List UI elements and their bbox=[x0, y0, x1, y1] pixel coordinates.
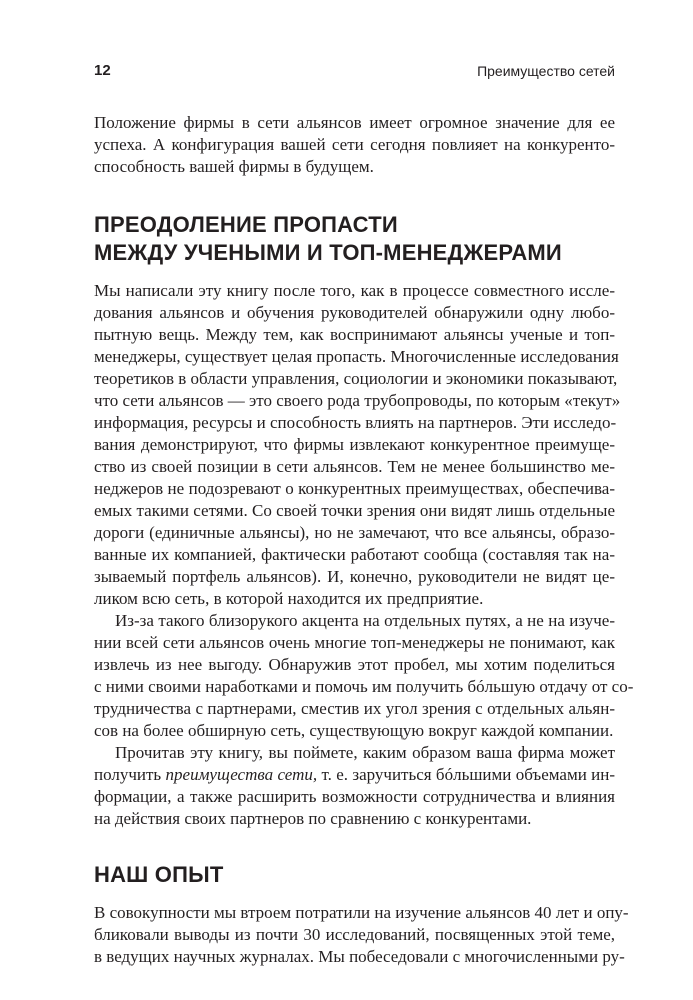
body-line: зываемый портфель альянсов). И, конечно, руководители не видят це- bbox=[94, 567, 615, 586]
section-heading: НАШ ОПЫТ bbox=[94, 862, 224, 887]
body-line: в ведущих научных журналах. Мы побеседовали с многочисленными ру- bbox=[94, 947, 625, 966]
body-line: бликовали выводы из почти 30 исследований, посвященных этой теме, bbox=[94, 925, 615, 944]
body-line: неджеров не подозревают о конкурентных преимуществах, обеспечива- bbox=[94, 479, 615, 498]
body-line: ство из своей позиции в сети альянсов. Тем не менее большинство ме- bbox=[94, 457, 615, 476]
body-line: ликом всю сеть, в которой находится их предприятие. bbox=[94, 589, 484, 608]
intro-line: способность вашей фирмы в будущем. bbox=[94, 157, 374, 176]
body-line: Мы написали эту книгу после того, как в процессе совместного иссле- bbox=[94, 281, 615, 300]
body-line: на действия своих партнеров по сравнению с конкурентами. bbox=[94, 809, 532, 828]
body-line: В совокупности мы втроем потратили на изучение альянсов 40 лет и опу- bbox=[94, 903, 629, 922]
section-heading-line: МЕЖДУ УЧЕНЫМИ И ТОП-МЕНЕДЖЕРАМИ bbox=[94, 240, 562, 265]
section-heading-line: ПРЕОДОЛЕНИЕ ПРОПАСТИ bbox=[94, 212, 398, 237]
body-line: что сети альянсов — это своего рода трубопроводы, по которым «текут» bbox=[94, 391, 621, 410]
body-line: трудничества с партнерами, сместив их угол зрения с отдельных альян- bbox=[94, 699, 615, 718]
body-line: информация, ресурсы и способность влиять на партнеров. Эти исследо- bbox=[94, 413, 617, 432]
text-run: получить bbox=[94, 765, 166, 784]
body-line: Из-за такого близорукого акцента на отдельных путях, а не на изуче- bbox=[115, 611, 615, 630]
body-line: ванные их компанией, фактически работают сообща (составляя так на- bbox=[94, 545, 615, 564]
body-line: вания демонстрируют, что фирмы извлекают конкурентное преимуще- bbox=[94, 435, 615, 454]
intro-line: успеха. А конфигурация вашей сети сегодня повлияет на конкуренто- bbox=[94, 135, 615, 154]
text-run: т. е. заручиться бóльшими объемами ин- bbox=[317, 765, 616, 784]
body-line bbox=[94, 764, 615, 786]
emphasis-text: преимущества сети, bbox=[165, 765, 318, 784]
body-line: дования альянсов и обучения руководителей обнаружили одну любо- bbox=[94, 303, 615, 322]
intro-line: Положение фирмы в сети альянсов имеет огромное значение для ее bbox=[94, 113, 615, 132]
body-line: извлечь из нее выгоду. Обнаружив этот пробел, мы хотим поделиться bbox=[94, 655, 615, 674]
running-title: Преимущество сетей bbox=[477, 63, 615, 79]
body-line: формации, а также расширить возможности сотрудничества и влияния bbox=[94, 787, 615, 806]
body-line: Прочитав эту книгу, вы поймете, каким образом ваша фирма может bbox=[115, 743, 615, 762]
page-number: 12 bbox=[94, 62, 111, 79]
body-line: теоретиков в области управления, социологии и экономики показывают, bbox=[94, 369, 618, 388]
body-line: с ними своими наработками и помочь им получить бóльшую отдачу от со- bbox=[94, 677, 634, 696]
body-line: сов на более обширную сеть, существующую вокруг каждой компании. bbox=[94, 721, 614, 740]
body-line: нии всей сети альянсов очень многие топ-менеджеры не понимают, как bbox=[94, 633, 615, 652]
body-line: дороги (единичные альянсы), но не замечают, что все альянсы, образо- bbox=[94, 523, 615, 542]
body-line: емых такими сетями. Со своей точки зрения они видят лишь отдельные bbox=[94, 501, 615, 520]
body-line: менеджеры, существует целая пропасть. Многочисленные исследования bbox=[94, 347, 619, 366]
body-line: пытную вещь. Между тем, как воспринимают альянсы ученые и топ- bbox=[94, 325, 615, 344]
